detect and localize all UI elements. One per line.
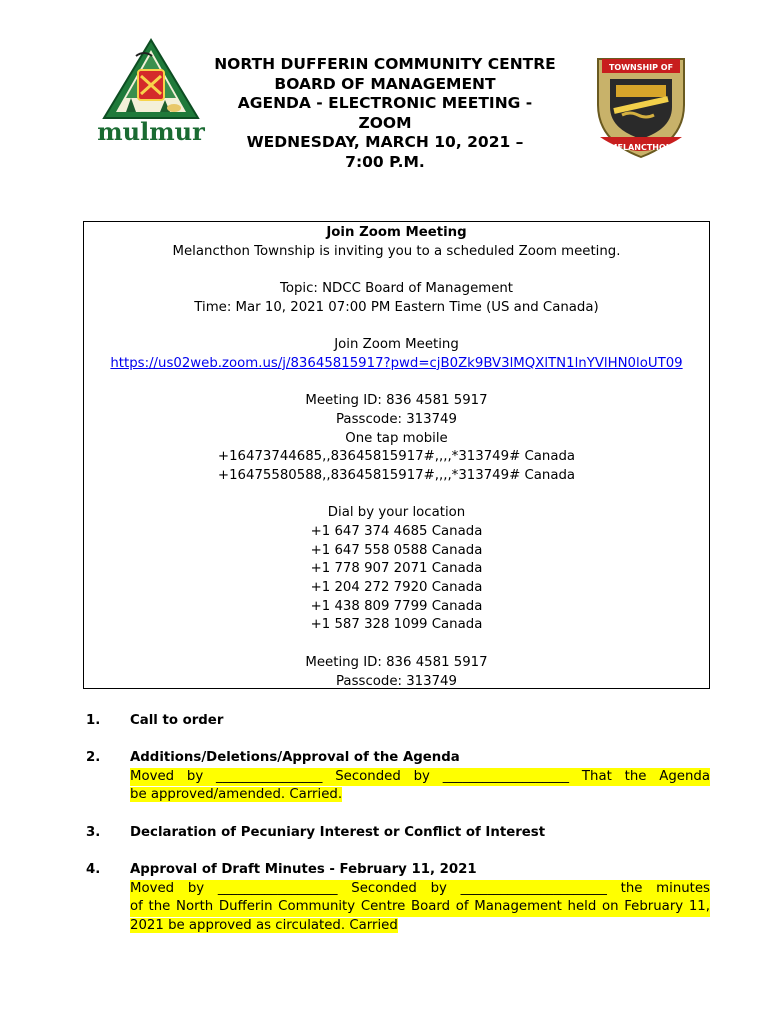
agenda-number: 1. bbox=[86, 713, 101, 728]
zoom-topic: Topic: NDCC Board of Management bbox=[279, 281, 514, 297]
motion-text: Moved by ________________ Seconded by ___________________ That the Agenda bbox=[130, 768, 710, 787]
melancthon-crest-icon bbox=[592, 53, 690, 161]
title-line: ZOOM bbox=[358, 113, 412, 132]
zoom-dial-number: +1 204 272 7920 Canada bbox=[310, 580, 483, 596]
agenda-title bbox=[200, 55, 570, 172]
motion-text: of the North Dufferin Community Centre Board of Management held on February 11, bbox=[130, 898, 710, 917]
zoom-passcode: Passcode: 313749 bbox=[336, 411, 457, 427]
melancthon-logo bbox=[592, 53, 690, 161]
title-line: AGENDA - ELECTRONIC MEETING - bbox=[237, 94, 533, 112]
agenda-number: 2. bbox=[86, 750, 101, 765]
agenda-heading: Call to order bbox=[130, 713, 224, 728]
motion-text: Moved by __________________ Seconded by ______________________ the minutes bbox=[130, 880, 710, 899]
motion-text: 2021 be approved as circulated. Carried bbox=[130, 918, 398, 934]
mulmur-logo bbox=[96, 36, 206, 148]
title-line: WEDNESDAY, MARCH 10, 2021 – bbox=[246, 133, 524, 151]
zoom-dial-number: +1 438 809 7799 Canada bbox=[310, 598, 483, 614]
zoom-dial-number: +1 647 374 4685 Canada bbox=[310, 524, 483, 539]
agenda-number: 4. bbox=[86, 862, 101, 877]
agenda-heading: Additions/Deletions/Approval of the Agenda bbox=[130, 750, 460, 765]
zoom-info-box bbox=[83, 221, 710, 689]
agenda-heading: Approval of Draft Minutes - February 11, 2021 bbox=[130, 862, 477, 877]
zoom-time: Time: Mar 10, 2021 07:00 PM Eastern Time (US and Canada) bbox=[194, 299, 599, 315]
zoom-join-link[interactable]: https://us02web.zoom.us/j/83645815917?pwd=cjB0Zk9BV3lMQXlTN1lnYVlHN0loUT09 bbox=[110, 355, 683, 371]
zoom-dial-number: +1 778 907 2071 Canada bbox=[310, 561, 483, 577]
zoom-passcode: Passcode: 313749 bbox=[336, 673, 457, 689]
svg-text:TOWNSHIP OF: TOWNSHIP OF bbox=[608, 63, 674, 72]
zoom-dial-number: +1 647 558 0588 Canada bbox=[310, 542, 483, 558]
zoom-one-tap-label: One tap mobile bbox=[345, 430, 448, 446]
mulmur-emblem-icon bbox=[96, 36, 206, 148]
zoom-dial-number: +1 587 328 1099 Canada bbox=[310, 617, 483, 633]
motion-text: be approved/amended. Carried. bbox=[130, 787, 343, 803]
zoom-tap-number: +16475580588,,83645815917#,,,,*313749# Canada bbox=[217, 467, 576, 483]
zoom-meeting-id: Meeting ID: 836 4581 5917 bbox=[305, 654, 488, 670]
zoom-tap-number: +16473744685,,83645815917#,,,,*313749# Canada bbox=[217, 449, 576, 465]
title-line: 7:00 P.M. bbox=[345, 152, 425, 171]
title-line: BOARD OF MANAGEMENT bbox=[274, 74, 496, 93]
svg-text:MELANCTHON: MELANCTHON bbox=[609, 143, 673, 152]
zoom-heading: Join Zoom Meeting bbox=[326, 225, 467, 240]
zoom-dial-label: Dial by your location bbox=[327, 505, 466, 521]
zoom-invite: Melancthon Township is inviting you to a scheduled Zoom meeting. bbox=[172, 243, 621, 259]
agenda-number: 3. bbox=[86, 825, 101, 840]
svg-text:mulmur: mulmur bbox=[97, 117, 205, 146]
zoom-meeting-id: Meeting ID: 836 4581 5917 bbox=[305, 393, 488, 409]
title-line: NORTH DUFFERIN COMMUNITY CENTRE bbox=[214, 55, 556, 73]
agenda-heading: Declaration of Pecuniary Interest or Conflict of Interest bbox=[130, 825, 546, 840]
zoom-join-label: Join Zoom Meeting bbox=[334, 337, 459, 353]
